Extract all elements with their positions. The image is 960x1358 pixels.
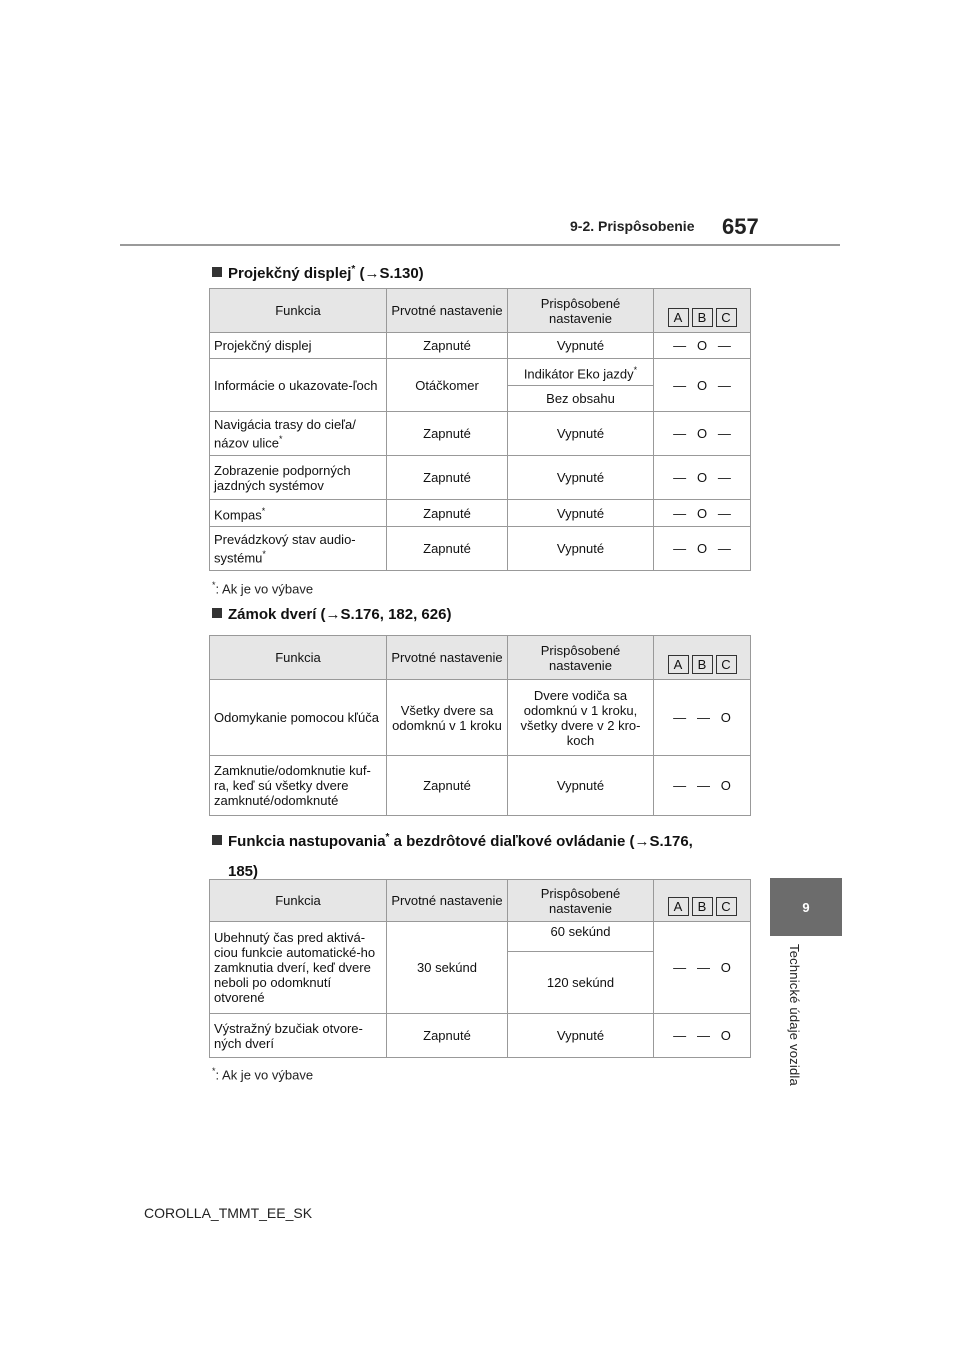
footnote: *: Ak je vo výbave bbox=[212, 1066, 314, 1083]
footnote: *: Ak je vo výbave bbox=[212, 580, 314, 597]
table-zamok-dveri bbox=[209, 635, 751, 816]
letter-c: C bbox=[716, 655, 737, 674]
letter-a: A bbox=[668, 308, 689, 327]
chapter-tab: 9 bbox=[770, 878, 842, 936]
square-bullet-icon bbox=[212, 608, 222, 618]
col-prvotne: Prvotné nastavenie bbox=[387, 289, 508, 333]
table-row: Projekčný displej Zapnuté Vypnuté — O — bbox=[210, 333, 751, 359]
table-row: 120 sekúnd bbox=[210, 952, 751, 1014]
table-row: Odomykanie pomocou kľúča Všetky dvere sa odomknú v 1 kroku Dvere vodiča sa odomknú v 1 kroku, všetky dvere v 2 kro-koch — — O bbox=[210, 680, 751, 756]
letter-a: A bbox=[668, 897, 689, 916]
table-header-row bbox=[210, 289, 751, 333]
section-heading-projekcny-displej: Projekčný displej* (→S.130) bbox=[212, 255, 424, 289]
table-row: Výstražný bzučiak otvore-ných dverí Zapnuté Vypnuté — — O bbox=[210, 1014, 751, 1058]
document-footer: COROLLA_TMMT_EE_SK bbox=[144, 1205, 313, 1221]
table-row: Bez obsahu bbox=[210, 386, 751, 412]
table-row: Informácie o ukazovate-ľoch Otáčkomer Indikátor Eko jazdy* — O — bbox=[210, 359, 751, 386]
table-row: Ubehnutý čas pred aktivá-ciou funkcie automatické-ho zamknutia dverí, keď dvere neboli po odomknutí otvorené 30 sekúnd 60 sekúnd — — O bbox=[210, 922, 751, 952]
letter-c: C bbox=[716, 897, 737, 916]
table-row: Navigácia trasy do cieľa/ názov ulice* Zapnuté Vypnuté — O — bbox=[210, 412, 751, 456]
chapter-tab-label: Technické údaje vozidla bbox=[787, 944, 802, 1086]
table-funkcia-nastupovania bbox=[209, 879, 751, 1058]
col-prisposobene: Prispôsobené nastavenie bbox=[508, 289, 654, 333]
table-row: Kompas* Zapnuté Vypnuté — O — bbox=[210, 500, 751, 527]
table-row: Zamknutie/odomknutie kuf-ra, keď sú všetky dvere zamknuté/odomknuté Zapnuté Vypnuté — — O bbox=[210, 756, 751, 816]
table-row: Zobrazenie podporných jazdných systémov Zapnuté Vypnuté — O — bbox=[210, 456, 751, 500]
header-rule bbox=[120, 244, 840, 246]
letter-b: B bbox=[692, 308, 713, 327]
square-bullet-icon bbox=[212, 835, 222, 845]
table-header-row: Funkcia Prvotné nastavenie Prispôsobené nastavenie A B C bbox=[210, 880, 751, 922]
letter-c: C bbox=[716, 308, 737, 327]
section-heading-funkcia-nastupovania: Funkcia nastupovania* a bezdrôtové diaľkové ovládanie (→S.176, 185) bbox=[212, 823, 693, 887]
col-funkcia: Funkcia bbox=[210, 289, 387, 333]
letter-a: A bbox=[668, 655, 689, 674]
section-header: 9-2. Prispôsobenie bbox=[570, 218, 695, 234]
section-heading-zamok-dveri: Zámok dverí (→S.176, 182, 626) bbox=[212, 600, 451, 630]
table-row: Prevádzkový stav audio-systému* Zapnuté Vypnuté — O — bbox=[210, 527, 751, 571]
col-abc bbox=[654, 289, 751, 333]
table-projekcny-displej bbox=[209, 288, 751, 571]
letter-b: B bbox=[692, 655, 713, 674]
letter-b: B bbox=[692, 897, 713, 916]
square-bullet-icon bbox=[212, 267, 222, 277]
page-number: 657 bbox=[722, 214, 759, 239]
table-header-row: Funkcia Prvotné nastavenie Prispôsobené nastavenie A B C bbox=[210, 636, 751, 680]
